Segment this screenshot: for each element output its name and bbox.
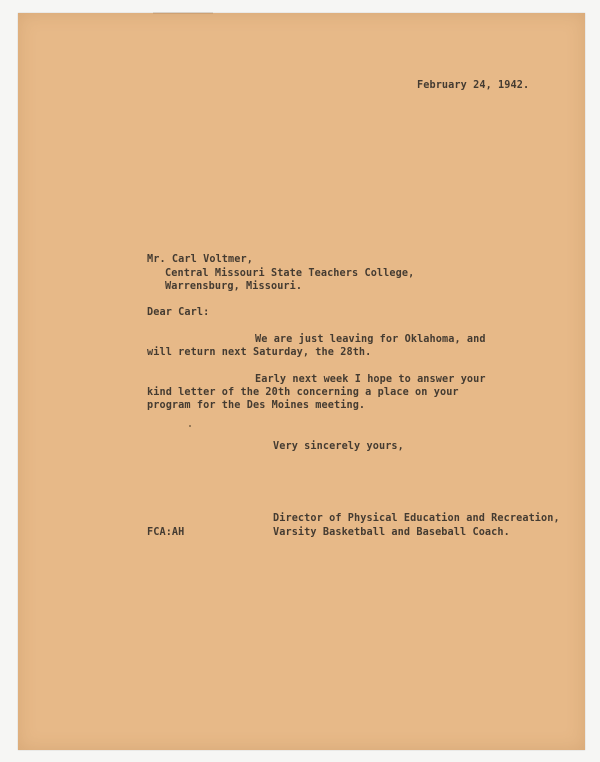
paragraph2-line2: kind letter of the 20th concerning a place on your: [147, 387, 459, 398]
salutation: Dear Carl:: [147, 307, 210, 318]
signature-title-line1: Director of Physical Education and Recreation,: [273, 513, 560, 524]
recipient-location: Warrensburg, Missouri.: [165, 281, 303, 292]
paragraph1-line2: will return next Saturday, the 28th.: [147, 347, 372, 358]
closing: Very sincerely yours,: [273, 441, 404, 452]
recipient-name: Mr. Carl Voltmer,: [147, 254, 253, 265]
paragraph1-line1: We are just leaving for Oklahoma, and: [255, 334, 486, 345]
letter-paper: [18, 13, 585, 750]
ink-speck: [189, 425, 191, 427]
signature-title-line2: Varsity Basketball and Baseball Coach.: [273, 527, 510, 538]
letter-date: February 24, 1942.: [417, 80, 530, 91]
recipient-organization: Central Missouri State Teachers College,: [165, 268, 415, 279]
paper-edge-mark: [153, 12, 213, 14]
paragraph2-line1: Early next week I hope to answer your: [255, 374, 486, 385]
reference-initials: FCA:AH: [147, 527, 185, 538]
paragraph2-line3: program for the Des Moines meeting.: [147, 400, 366, 411]
